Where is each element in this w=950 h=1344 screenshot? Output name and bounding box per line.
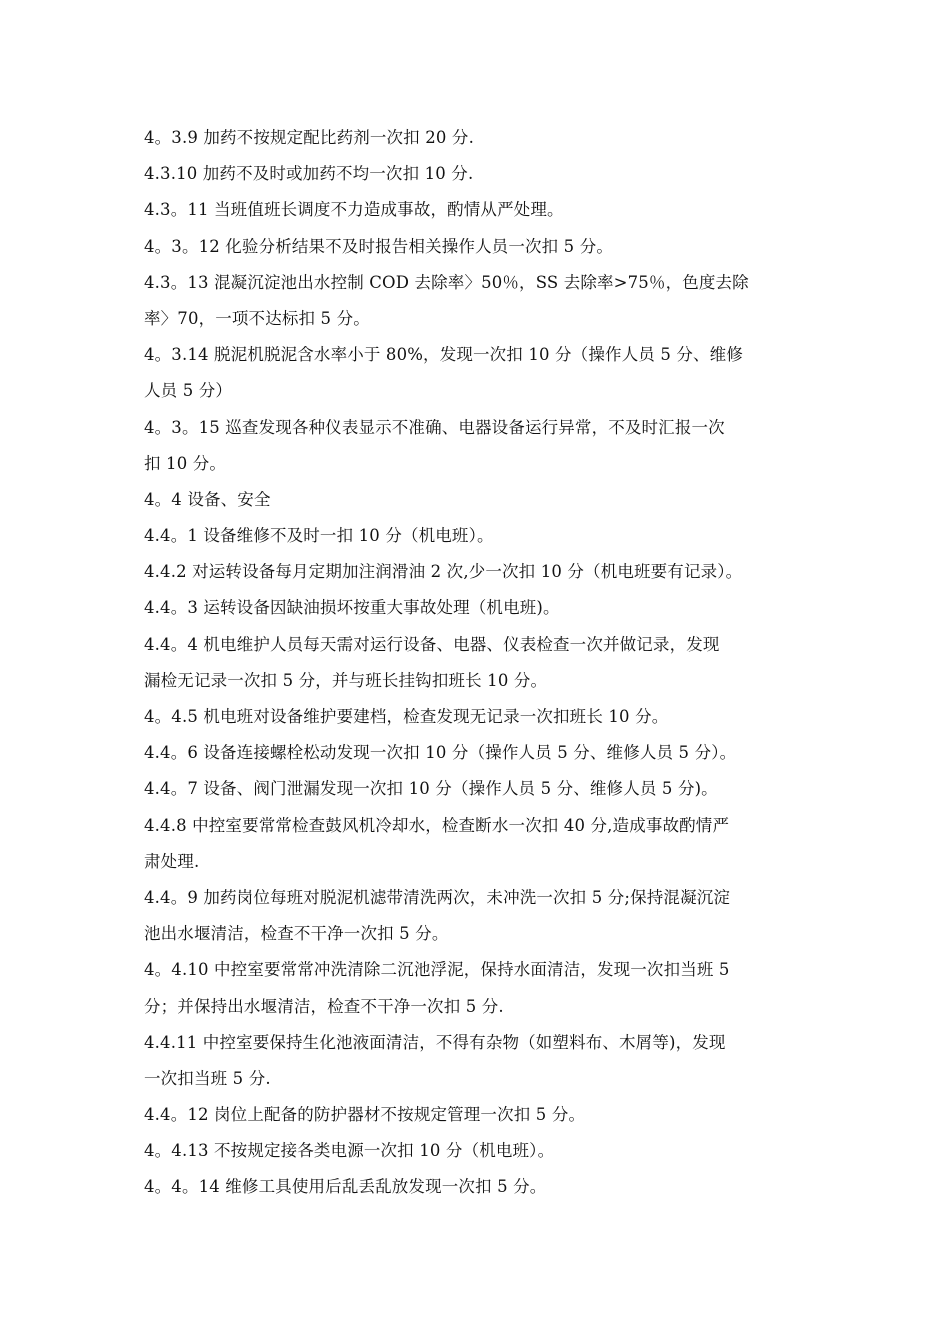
text-line: 4.4。1 设备维修不及时一扣 10 分（机电班）。 <box>144 526 494 546</box>
text-line: 漏检无记录一次扣 5 分，并与班长挂钩扣班长 10 分。 <box>144 670 548 690</box>
text-line: 人员 5 分） <box>144 381 233 401</box>
section-heading: 4。4 设备、安全 <box>144 489 271 509</box>
text-line: 4。3。12 化验分析结果不及时报告相关操作人员一次扣 5 分。 <box>144 236 614 256</box>
text-line: 池出水堰清洁，检查不干净一次扣 5 分。 <box>144 924 449 944</box>
text-line: 4.4。4 机电维护人员每天需对运行设备、电器、仪表检查一次并做记录，发现 <box>144 634 720 654</box>
text-line: 4。3.9 加药不按规定配比药剂一次扣 20 分. <box>144 128 474 147</box>
document-body <box>144 120 808 1206</box>
text-line: 分；并保持出水堰清洁，检查不干净一次扣 5 分. <box>144 996 504 1016</box>
text-line: 4。4.13 不按规定接各类电源一次扣 10 分（机电班）。 <box>144 1141 555 1161</box>
text-line: 4。4。14 维修工具使用后乱丢乱放发现一次扣 5 分。 <box>144 1177 547 1197</box>
text-line: 4。4.5 机电班对设备维护要建档，检查发现无记录一次扣班长 10 分。 <box>144 707 669 726</box>
text-line: 扣 10 分。 <box>144 453 227 473</box>
text-line: 4.4.11 中控室要保持生化池液面清洁，不得有杂物（如塑料布、木屑等)，发现 <box>144 1032 726 1052</box>
text-line: 4.3。11 当班值班长调度不力造成事故，酌情从严处理。 <box>144 200 564 220</box>
text-line: 4.4。12 岗位上配备的防护器材不按规定管理一次扣 5 分。 <box>144 1105 586 1125</box>
text-line: 4.4。7 设备、阀门泄漏发现一次扣 10 分（操作人员 5 分、维修人员 5 分)。 <box>144 779 718 799</box>
text-line: 4.4。3 运转设备因缺油损坏按重大事故处理（机电班)。 <box>144 598 560 618</box>
text-line: 4.4.2 对运转设备每月定期加注润滑油 2 次,少一次扣 10 分（机电班要有记录）。 <box>144 562 743 582</box>
text-line: 4.4.8 中控室要常常检查鼓风机冷却水，检查断水一次扣 40 分,造成事故酌情严 <box>144 815 730 835</box>
text-line: 一次扣当班 5 分. <box>144 1068 271 1088</box>
text-line: 4。4.10 中控室要常常冲洗清除二沉池浮泥，保持水面清洁，发现一次扣当班 5 <box>144 960 730 980</box>
text-line: 4.3.10 加药不及时或加药不均一次扣 10 分. <box>144 164 474 184</box>
text-line: 4。3。15 巡查发现各种仪表显示不准确、电器设备运行异常，不及时汇报一次 <box>144 417 725 437</box>
text-line: 4。3.14 脱泥机脱泥含水率小于 80%，发现一次扣 10 分（操作人员 5 分、维修 <box>144 345 743 365</box>
text-line: 肃处理. <box>144 851 200 871</box>
text-line: 4.4。9 加药岗位每班对脱泥机滤带清洗两次，未冲洗一次扣 5 分;保持混凝沉淀 <box>144 887 731 907</box>
text-line: 4.4。6 设备连接螺栓松动发现一次扣 10 分（操作人员 5 分、维修人员 5 分）。 <box>144 743 737 763</box>
text-line: 率〉70，一项不达标扣 5 分。 <box>144 308 370 328</box>
text-line: 4.3。13 混凝沉淀池出水控制 COD 去除率〉50％，SS 去除率>75％，色度去除 <box>144 272 749 292</box>
